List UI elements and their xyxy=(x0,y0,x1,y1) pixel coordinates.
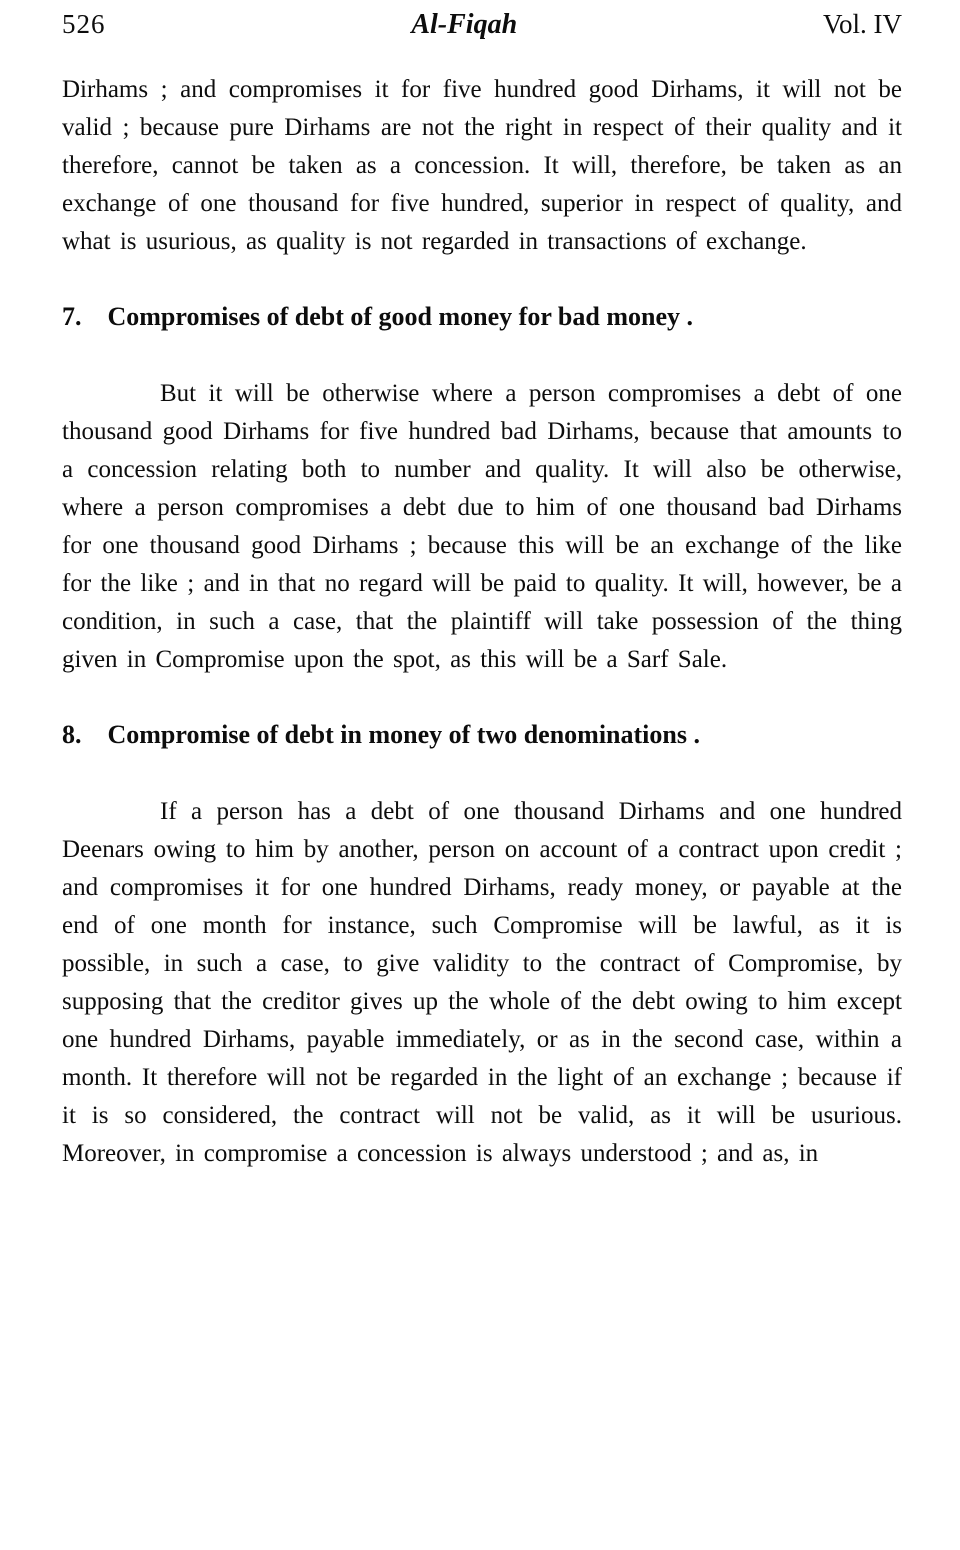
section-7-paragraph: But it will be otherwise where a person compromises a debt of one thousand good Dirhams for five hundred bad Dirhams, because that amounts to a concession relating both to number and quality. It will also be otherwise, where a person compromises a debt due to him of one thousand bad Dirhams for one thousand good Dirhams ; because this will be an exchange of the like for the like ; and in that no regard will be paid to quality. It will, however, be a condition, in such a case, that the plaintiff will take possession of the thing given in Compromise upon the spot, as this will be a Sarf Sale. xyxy=(62,380,902,673)
section-7-title: Compromises of debt of good money for bad money . xyxy=(107,302,693,331)
section-8-paragraph: If a person has a debt of one thousand Dirhams and one hundred Deenars owing to him by another, person on account of a contract upon credit ; and compromises it for one hundred Dirhams, ready money, or payable at the end of one month for instance, such Compromise will be lawful, as it is possible, in such a case, to give validity to the contract of Compromise, by supposing that the creditor gives up the whole of the debt owing to him except one hundred Dirhams, payable immediately, or as in the second case, within a month. It therefore will not be regarded in the light of an exchange ; because if it is so considered, the contract will not be valid, as it will be usurious. Moreover, in compromise a concession is always understood ; and as, in xyxy=(62,798,902,1167)
book-title: Al-Fiqah xyxy=(411,9,518,40)
section-8-heading xyxy=(62,719,902,751)
page-number: 526 xyxy=(62,9,106,39)
section-7-heading xyxy=(62,301,902,333)
section-8 xyxy=(62,719,902,1173)
section-7-number: 7. xyxy=(62,302,82,331)
page-body xyxy=(62,71,902,1173)
paragraph-continuation: Dirhams ; and compromises it for five hundred good Dirhams, it will not be valid ; because pure Dirhams are not the right in respect of their quality and it therefore, cannot be taken as a concession. It will, therefore, be taken as an exchange of one thousand for five hundred, superior in respect of quality, and what is usurious, as quality is not regarded in transactions of exchange. xyxy=(62,76,902,255)
volume-label: Vol. IV xyxy=(822,9,902,39)
section-7 xyxy=(62,301,902,679)
page-header xyxy=(62,8,902,41)
section-8-title: Compromise of debt in money of two denominations . xyxy=(107,720,700,749)
section-8-number: 8. xyxy=(62,720,82,749)
